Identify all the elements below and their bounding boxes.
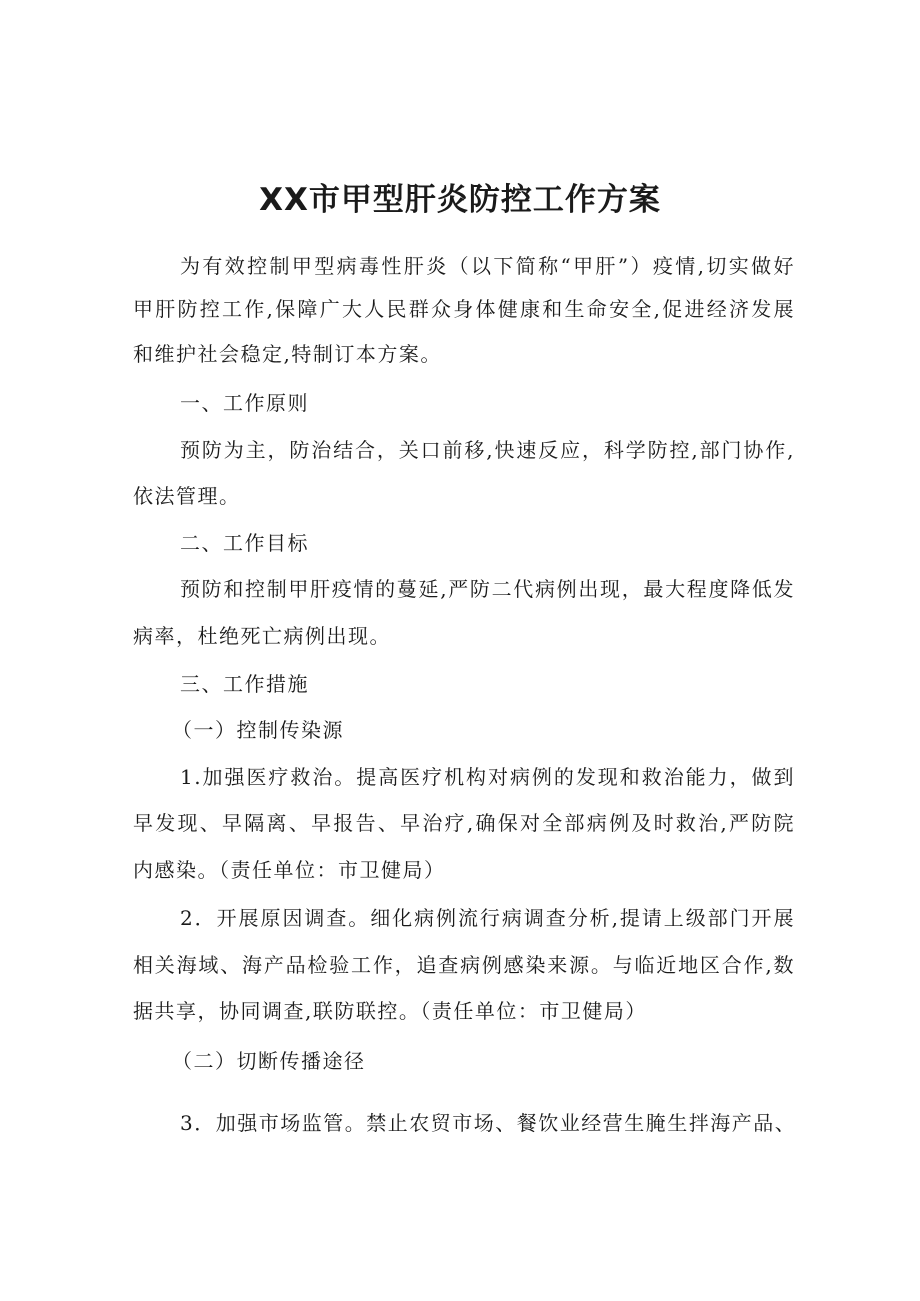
section-1-line-1: 预防为主，防治结合，关口前移,快速反应，科学防控,部门协作, — [180, 438, 795, 462]
subsection-2-heading: （二）切断传播途径 — [172, 1049, 366, 1073]
section-2-line-1: 预防和控制甲肝疫情的蔓延,严防二代病例出现，最大程度降低发 — [180, 577, 795, 601]
item-2-line-1: 2．开展原因调查。细化病例流行病调查分析,提请上级部门开展 — [180, 906, 795, 930]
intro-line-3: 和维护社会稳定,特制订本方案。 — [133, 342, 442, 366]
intro-line-1: 为有效控制甲型病毒性肝炎（以下简称“甲肝”）疫情,切实做好 — [180, 254, 795, 278]
section-2-heading: 二、工作目标 — [180, 531, 309, 555]
section-2-line-2: 病率，杜绝死亡病例出现。 — [133, 624, 391, 648]
section-1-heading: 一、工作原则 — [180, 391, 309, 415]
section-3-heading: 三、工作措施 — [180, 672, 309, 696]
item-1-line-1: 1.加强医疗救治。提高医疗机构对病例的发现和救治能力，做到 — [180, 765, 795, 789]
item-2-line-2: 相关海域、海产品检验工作，追查病例感染来源。与临近地区合作,数 — [133, 953, 795, 977]
item-1-line-2: 早发现、早隔离、早报告、早治疗,确保对全部病例及时救治,严防院 — [133, 811, 795, 835]
item-3-line-1: 3．加强市场监管。禁止农贸市场、餐饮业经营生腌生拌海产品、 — [180, 1111, 797, 1135]
document-title: XX市甲型肝炎防控工作方案 — [259, 182, 661, 218]
item-1-line-3: 内感染。（责任单位：市卫健局） — [133, 858, 446, 882]
intro-line-2: 甲肝防控工作,保障广大人民群众身体健康和生命安全,促进经济发展 — [133, 297, 795, 321]
item-2-line-3: 据共享，协同调查,联防联控。（责任单位：市卫健局） — [133, 999, 647, 1023]
section-1-line-2: 依法管理。 — [133, 484, 241, 508]
subsection-1-heading: （一）控制传染源 — [172, 718, 344, 742]
